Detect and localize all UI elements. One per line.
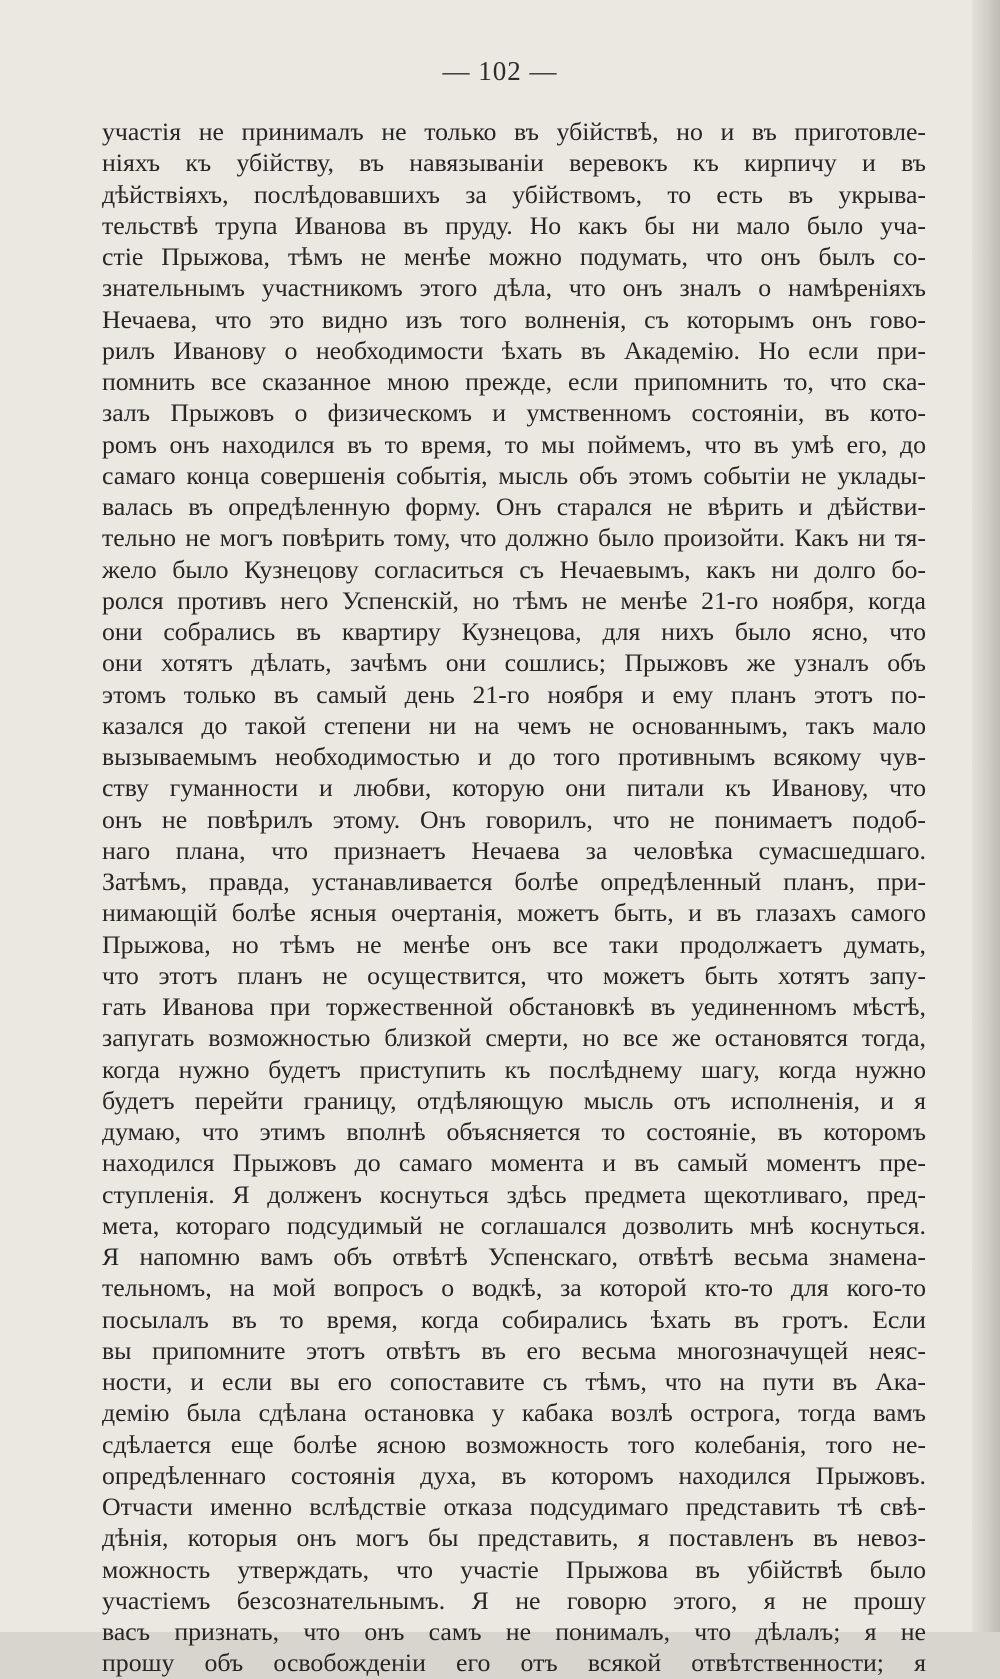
page-number: — 102 — xyxy=(442,56,558,86)
text-line: ромъ онъ находился въ то время, то мы поймемъ, что въ умѣ его, до xyxy=(102,429,926,459)
text-line: что этотъ планъ не осуществится, что можетъ быть хотятъ запу- xyxy=(102,960,926,990)
text-line: ству гуманности и любви, которую они питали къ Иванову, что xyxy=(102,773,926,803)
text-line: этомъ только въ самый день 21-го ноября и ему планъ этотъ по- xyxy=(102,679,926,709)
text-line: рилъ Иванову о необходимости ѣхать въ Академію. Но если при- xyxy=(102,335,926,365)
text-line: посылалъ въ то время, когда собирались ѣхать въ гротъ. Если xyxy=(102,1304,926,1334)
text-line: васъ признать, что онъ самъ не понималъ, что дѣлалъ; я не xyxy=(102,1617,926,1646)
text-line: ности, и если вы его сопоставите съ тѣмъ, что на пути въ Ака- xyxy=(102,1367,926,1396)
body-text xyxy=(102,116,926,1679)
text-line: мета, котораго подсудимый не соглашался дозволить мнѣ коснуться. xyxy=(102,1210,926,1240)
page-edge-shadow xyxy=(972,0,1000,1632)
text-line: они хотятъ дѣлать, зачѣмъ они сошлись; Прыжовъ же узналъ объ xyxy=(102,648,926,678)
text-line: онъ не повѣрилъ этому. Онъ говорилъ, что не понимаетъ подоб- xyxy=(102,804,926,834)
text-line: жело было Кузнецову согласиться съ Нечаевымъ, какъ ни долго бо- xyxy=(102,554,926,584)
text-line: демію была сдѣлана остановка у кабака возлѣ острога, тогда вамъ xyxy=(102,1398,926,1428)
text-line: ролся противъ него Успенскій, но тѣмъ не менѣе 21-го ноября, когда xyxy=(102,585,926,615)
text-line: запугать возможностью близкой смерти, но все же остановятся тогда, xyxy=(102,1023,926,1053)
text-line: тельствѣ трупа Иванова въ пруду. Но какъ бы ни мало было уча- xyxy=(102,210,926,240)
text-line: валась въ опредѣленную форму. Онъ старался не вѣрить и дѣйстви- xyxy=(102,492,926,521)
text-line: ніяхъ къ убійству, въ навязываніи веревокъ къ кирпичу и въ xyxy=(102,148,926,178)
text-line: думаю, что этимъ вполнѣ объясняется то состояніе, въ которомъ xyxy=(102,1117,926,1146)
text-line: тельномъ, на мой вопросъ о водкѣ, за которой кто-то для кого-то xyxy=(102,1273,926,1303)
text-line: Отчасти именно вслѣдствіе отказа подсудимаго представить тѣ свѣ- xyxy=(102,1492,926,1521)
text-line: будетъ перейти границу, отдѣляющую мысль отъ исполненія, и я xyxy=(102,1085,926,1115)
text-line: помнить все сказанное мною прежде, если припомнить то, что ска- xyxy=(102,367,926,396)
text-line: опредѣленнаго состоянія духа, въ которомъ находился Прыжовъ. xyxy=(102,1460,926,1490)
text-line: стіе Прыжова, тѣмъ не менѣе можно подумать, что онъ былъ со- xyxy=(102,242,926,271)
text-line: знательнымъ участникомъ этого дѣла, что онъ зналъ о намѣреніяхъ xyxy=(102,273,926,303)
text-line: когда нужно будетъ приступить къ послѣднему шагу, когда нужно xyxy=(102,1054,926,1084)
text-line: сдѣлается еще болѣе ясною возможность того колебанія, того не- xyxy=(102,1429,926,1459)
text-line: нимающій болѣе ясныя очертанія, можетъ быть, и въ глазахъ самого xyxy=(102,898,926,928)
text-line: прошу объ освобожденіи его отъ всякой отвѣтственности; я xyxy=(102,1648,926,1678)
text-line: они собрались въ квартиру Кузнецова, для нихъ было ясно, что xyxy=(102,617,926,646)
text-line: гать Иванова при торжественной обстановкѣ въ уединенномъ мѣстѣ, xyxy=(102,992,926,1021)
text-line: дѣйствіяхъ, послѣдовавшихъ за убійствомъ, то есть въ укрыва- xyxy=(102,179,926,209)
text-line: вы припомните этотъ отвѣтъ въ его весьма многозначущей неяс- xyxy=(102,1335,926,1365)
text-line: участія не принималъ не только въ убійствѣ, но и въ приготовле- xyxy=(102,117,926,146)
text-line: участіемъ безсознательнымъ. Я не говорю этого, я не прошу xyxy=(102,1585,926,1615)
text-line: Прыжова, но тѣмъ не менѣе онъ все таки продолжаетъ думать, xyxy=(102,929,926,959)
text-line: ступленія. Я долженъ коснуться здѣсь предмета щекотливаго, пред- xyxy=(102,1179,926,1209)
text-line: Я напомню вамъ объ отвѣтѣ Успенскаго, отвѣтѣ весьма знамена- xyxy=(102,1242,926,1271)
text-line: самаго конца совершенія событія, мысль объ этомъ событіи не уклады- xyxy=(102,460,926,490)
text-line: залъ Прыжовъ о физическомъ и умственномъ состояніи, въ кото- xyxy=(102,398,926,428)
text-line: наго плана, что признаетъ Нечаева за человѣка сумасшедшаго. xyxy=(102,835,926,865)
text-line: Затѣмъ, правда, устанавливается болѣе опредѣленный планъ, при- xyxy=(102,867,926,896)
text-line: казался до такой степени ни на чемъ не основаннымъ, такъ мало xyxy=(102,710,926,740)
text-line: находился Прыжовъ до самаго момента и въ самый моментъ пре- xyxy=(102,1148,926,1178)
text-line: можность утверждать, что участіе Прыжова въ убійствѣ было xyxy=(102,1554,926,1584)
text-line: тельно не могъ повѣрить тому, что должно было произойти. Какъ ни тя- xyxy=(102,523,926,553)
text-line: Нечаева, что это видно изъ того волненія, съ которымъ онъ гово- xyxy=(102,304,926,334)
text-line: вызываемымъ необходимостью и до того противнымъ всякому чув- xyxy=(102,742,926,771)
text-line: дѣнія, которыя онъ могъ бы представить, я поставленъ въ невоз- xyxy=(102,1523,926,1553)
